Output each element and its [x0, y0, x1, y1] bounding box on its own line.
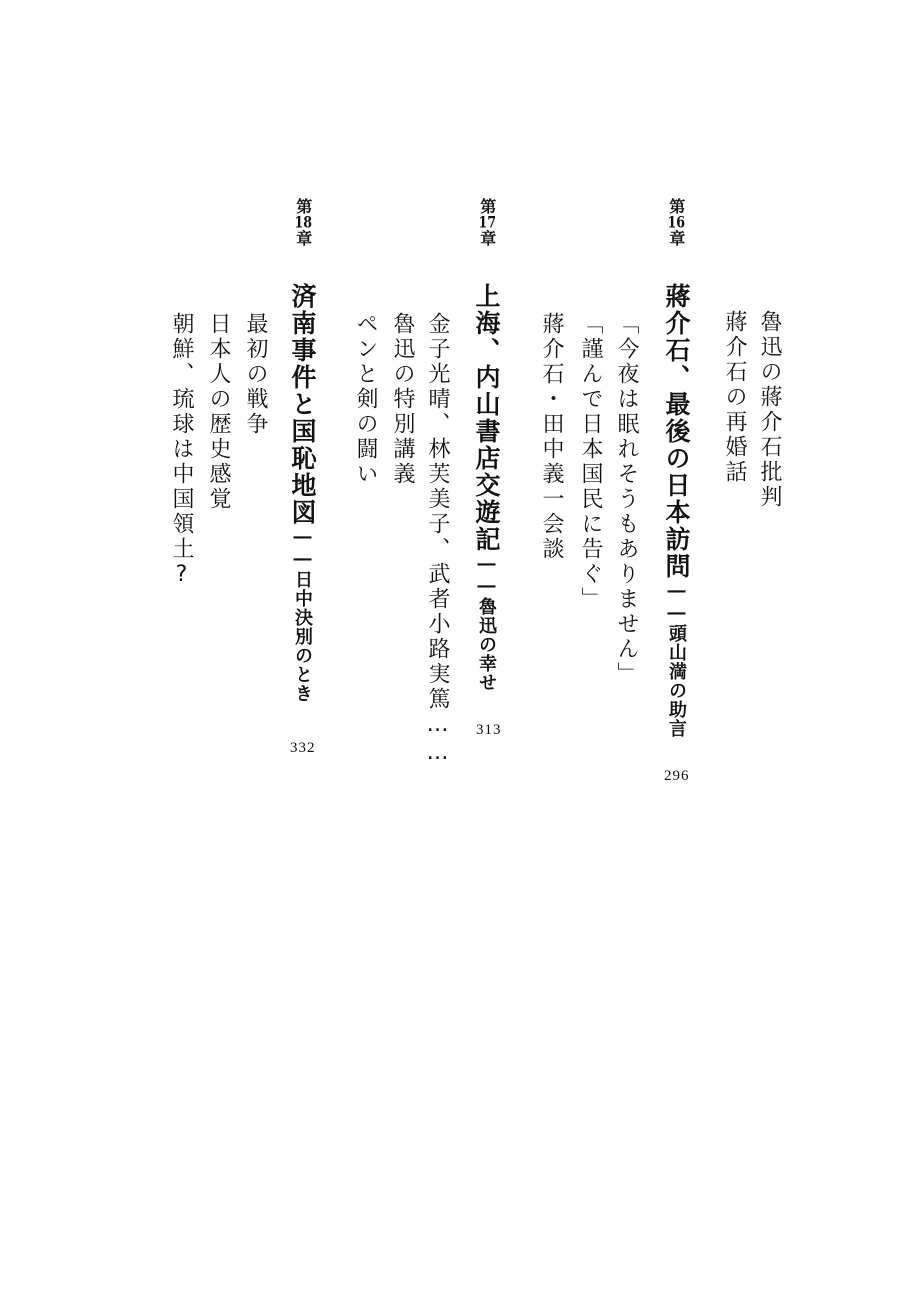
toc-item: ペンと剣の闘い [353, 312, 378, 487]
title-dash: ―― [666, 580, 687, 624]
title-dash: ―― [476, 553, 497, 597]
chapter-label: 第16章 [666, 198, 686, 246]
toc-item: 魯迅の蔣介石批判 [757, 310, 782, 510]
toc-item: 日本人の歴史感覚 [206, 312, 231, 512]
toc-item: 金子光晴、林芙美子、武者小路実篤…… [425, 312, 450, 768]
chapter-title [474, 283, 499, 692]
chapter-label: 第18章 [293, 198, 313, 246]
toc-item: 蔣介石の再婚話 [722, 310, 747, 485]
toc-item: 朝鮮、琉球は中国領土? [169, 312, 194, 590]
toc-item: 魯迅の特別講義 [390, 312, 415, 487]
toc-item: 「謹んで日本国民に告ぐ」 [578, 312, 603, 612]
title-dash: ―― [292, 526, 313, 570]
chapter-title-main: 上海、内山書店交遊記 [472, 283, 501, 553]
chapter-subtitle: 魯迅の幸せ [476, 597, 497, 692]
toc-item: 蔣介石・田中義一会談 [539, 312, 564, 562]
toc-item: 「今夜は眠れそうもありません」 [614, 312, 639, 687]
chapter-subtitle: 頭山満の助言 [666, 624, 687, 738]
page-number: 332 [290, 740, 316, 756]
chapter-title-main: 済南事件と国恥地図 [288, 283, 317, 526]
chapter-label: 第17章 [477, 198, 497, 246]
page-number: 313 [476, 722, 502, 738]
chapter-title-main: 蔣介石、最後の日本訪問 [662, 283, 691, 580]
chapter-title [290, 283, 315, 703]
chapter-subtitle: 日中決別のとき [292, 570, 313, 703]
page-number: 296 [664, 768, 690, 784]
chapter-title [664, 283, 689, 738]
toc-item: 最初の戦争 [243, 312, 268, 437]
